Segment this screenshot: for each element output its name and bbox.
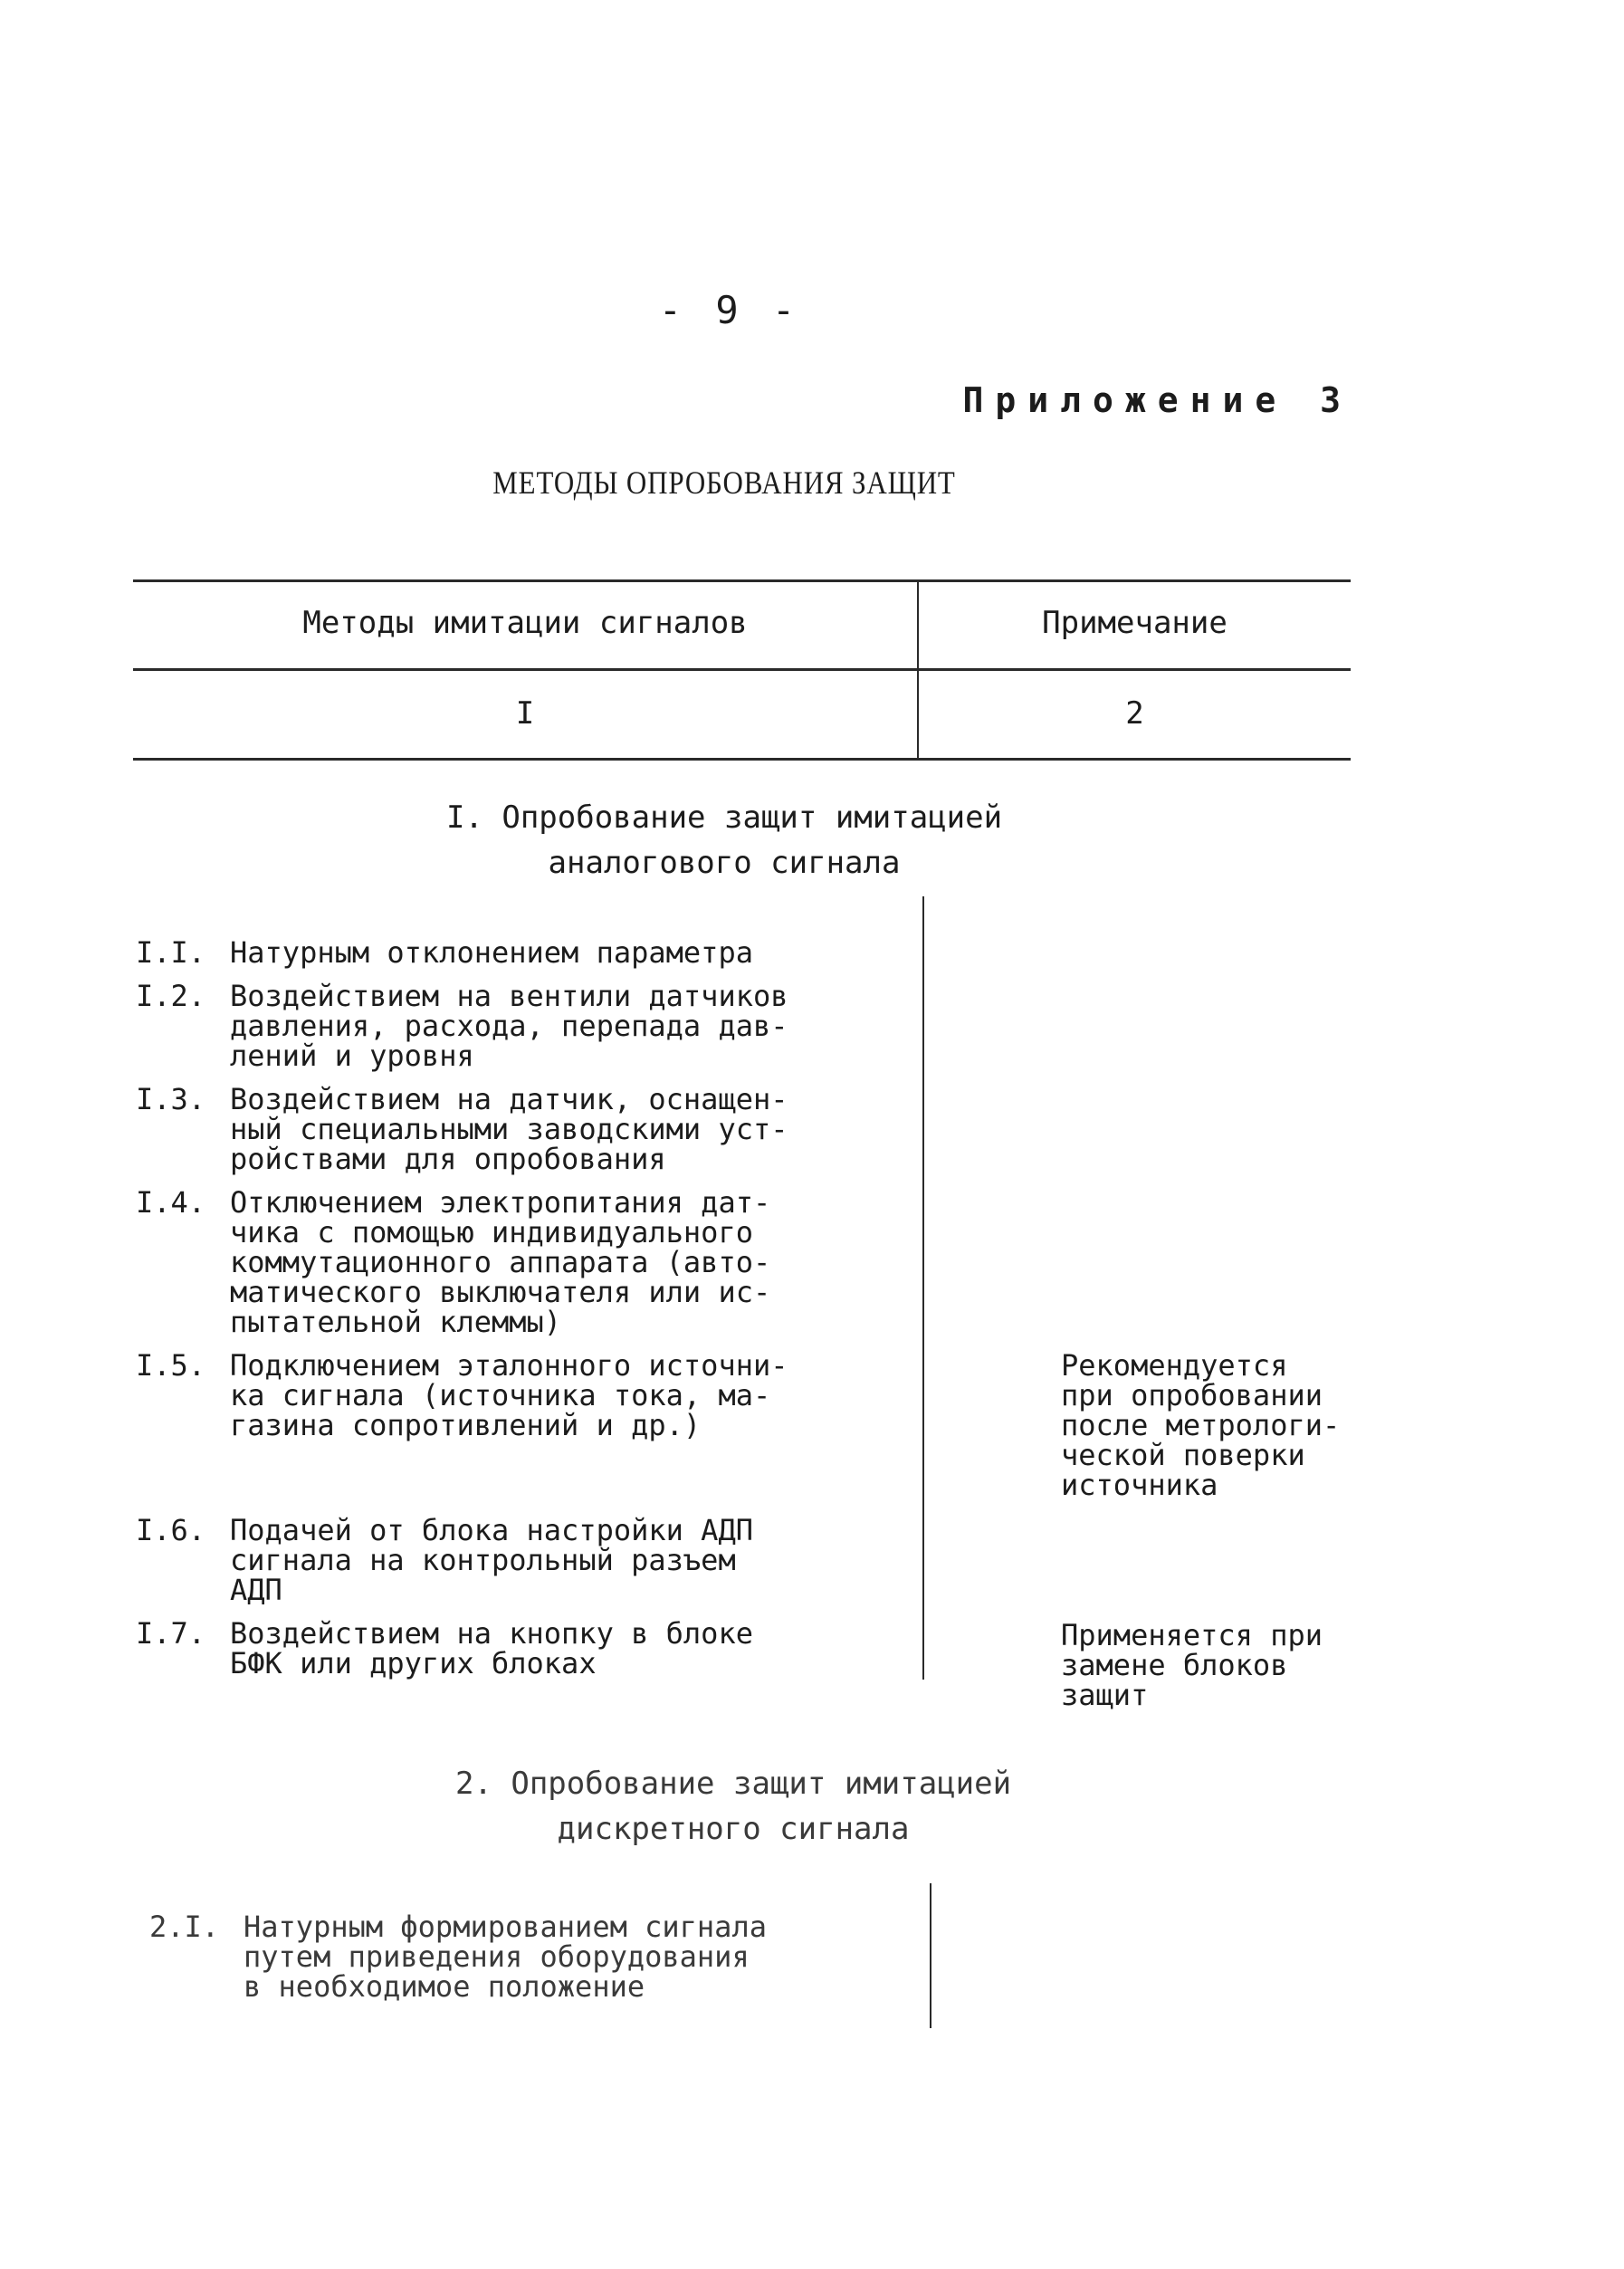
item-number: I.3. bbox=[136, 1082, 206, 1116]
item-number: I.7. bbox=[136, 1616, 206, 1651]
section-2-heading bbox=[281, 1761, 1186, 1852]
table-number-rule bbox=[133, 758, 1351, 761]
section-1-heading-line1: I. Опробование защит имитацией bbox=[445, 799, 1003, 836]
item-text: Воздействием на датчик, оснащен- ный специальными заводскими уст- ройствами для опробования bbox=[230, 1082, 788, 1176]
section-2-heading-line1: 2. Опробование защит имитацией bbox=[454, 1766, 1012, 1802]
list-item bbox=[136, 1513, 878, 1607]
section-1-heading bbox=[272, 795, 1177, 886]
section-2-column-divider bbox=[930, 1883, 931, 2028]
item-number: I.4. bbox=[136, 1185, 206, 1220]
section-2-heading-line2: дискретного сигнала bbox=[557, 1811, 910, 1847]
column-number-1: I bbox=[515, 695, 535, 732]
item-text: Воздействием на вентили датчиков давления, расхода, перепада дав- лений и уровня bbox=[230, 979, 788, 1073]
column-number-2: 2 bbox=[1125, 695, 1144, 732]
item-number: I.I. bbox=[136, 935, 206, 970]
list-item bbox=[136, 1082, 878, 1176]
document-title: МЕТОДЫ ОПРОБОВАНИЯ ЗАЩИТ bbox=[492, 464, 956, 501]
section-1-column-divider bbox=[922, 896, 924, 1680]
list-item bbox=[136, 1348, 878, 1442]
table-header-rule bbox=[133, 668, 1351, 671]
list-item bbox=[136, 981, 878, 1071]
column-header-note: Примечание bbox=[1042, 605, 1228, 641]
item-number: I.5. bbox=[136, 1348, 206, 1383]
page-number: - 9 - bbox=[658, 288, 801, 332]
item-note: Применяется при замене блоков защит bbox=[1061, 1618, 1323, 1712]
section-1-heading-line2: аналогового сигнала bbox=[548, 845, 901, 881]
item-text: Подачей от блока настройки АДП сигнала на контрольный разъем АДП bbox=[230, 1513, 753, 1607]
item-text: Натурным отклонением параметра bbox=[230, 935, 753, 970]
list-item bbox=[136, 1616, 878, 1680]
item-text: Воздействием на кнопку в блоке БФК или других блоках bbox=[230, 1616, 753, 1680]
item-text: Натурным формированием сигнала путем приведения оборудования в необходимое положение bbox=[244, 1910, 767, 2004]
item-text: Отключением электропитания дат- чика с помощью индивидуального коммутационного аппарата (авто- матического выключателя или ис- пытательной клеммы) bbox=[230, 1185, 771, 1339]
table-top-rule bbox=[133, 579, 1351, 582]
item-number: I.6. bbox=[136, 1513, 206, 1547]
list-item bbox=[136, 1185, 878, 1339]
item-number: I.2. bbox=[136, 979, 206, 1013]
item-note: Рекомендуется при опробовании после метрологи- ческой поверки источника bbox=[1061, 1348, 1341, 1502]
list-item bbox=[149, 1912, 892, 2002]
column-header-methods: Методы имитации сигналов bbox=[302, 605, 748, 641]
appendix-label: Приложение 3 bbox=[962, 380, 1352, 420]
item-text: Подключением эталонного источни- ка сигнала (источника тока, ма- газина сопротивлений и др.) bbox=[230, 1348, 788, 1442]
item-number: 2.I. bbox=[149, 1910, 220, 1944]
list-item bbox=[136, 935, 878, 970]
